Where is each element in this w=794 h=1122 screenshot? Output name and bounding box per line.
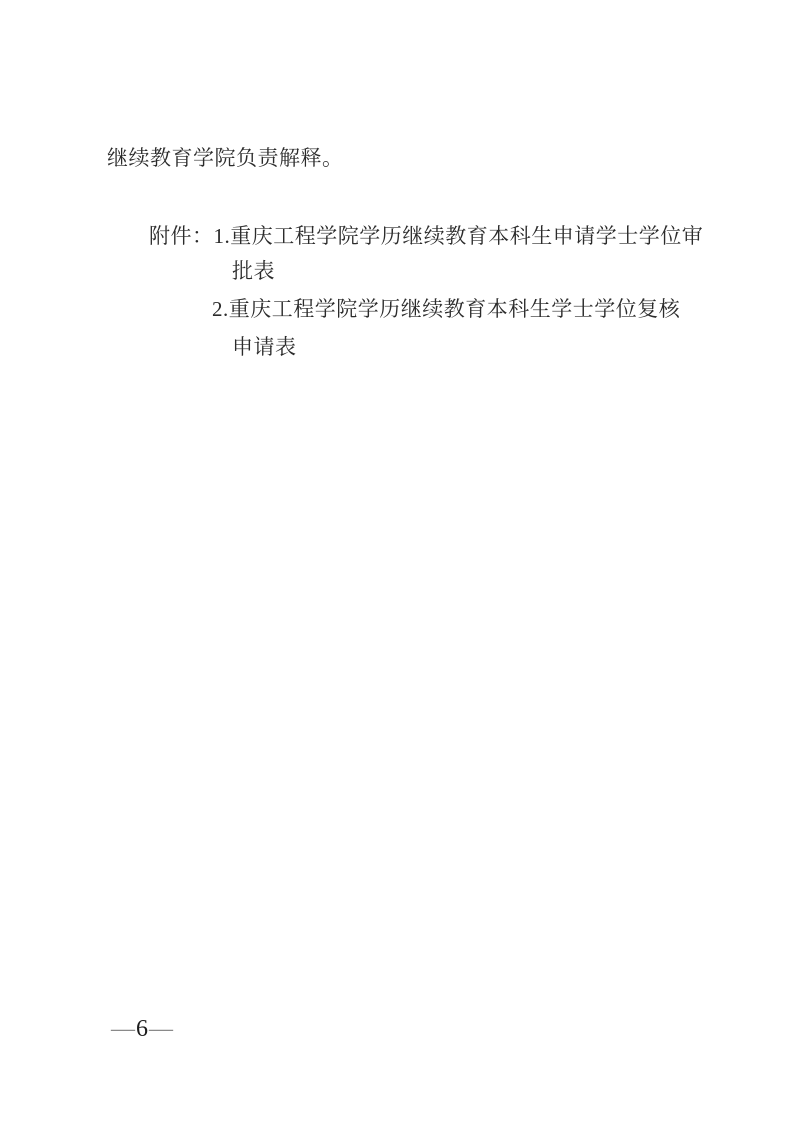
- page-number-value: 6: [136, 1016, 148, 1042]
- attachment-item-1-line-1: [149, 224, 703, 249]
- attachment-item-1-line-2: 批表: [232, 259, 275, 283]
- page-number: [111, 1015, 173, 1043]
- attachment-item-2-line-1: 2.重庆工程学院学历继续教育本科生学士学位复核: [212, 297, 681, 321]
- attachment-item-2-line-2: 申请表: [232, 335, 297, 359]
- attachment-item-1-text: 1.重庆工程学院学历继续教育本科生申请学士学位审: [213, 224, 704, 248]
- closing-paragraph: 继续教育学院负责解释。: [107, 146, 344, 170]
- page-number-dash-left: —: [111, 1016, 135, 1042]
- attachment-label: 附件：: [149, 224, 214, 248]
- page-number-dash-right: —: [149, 1016, 173, 1042]
